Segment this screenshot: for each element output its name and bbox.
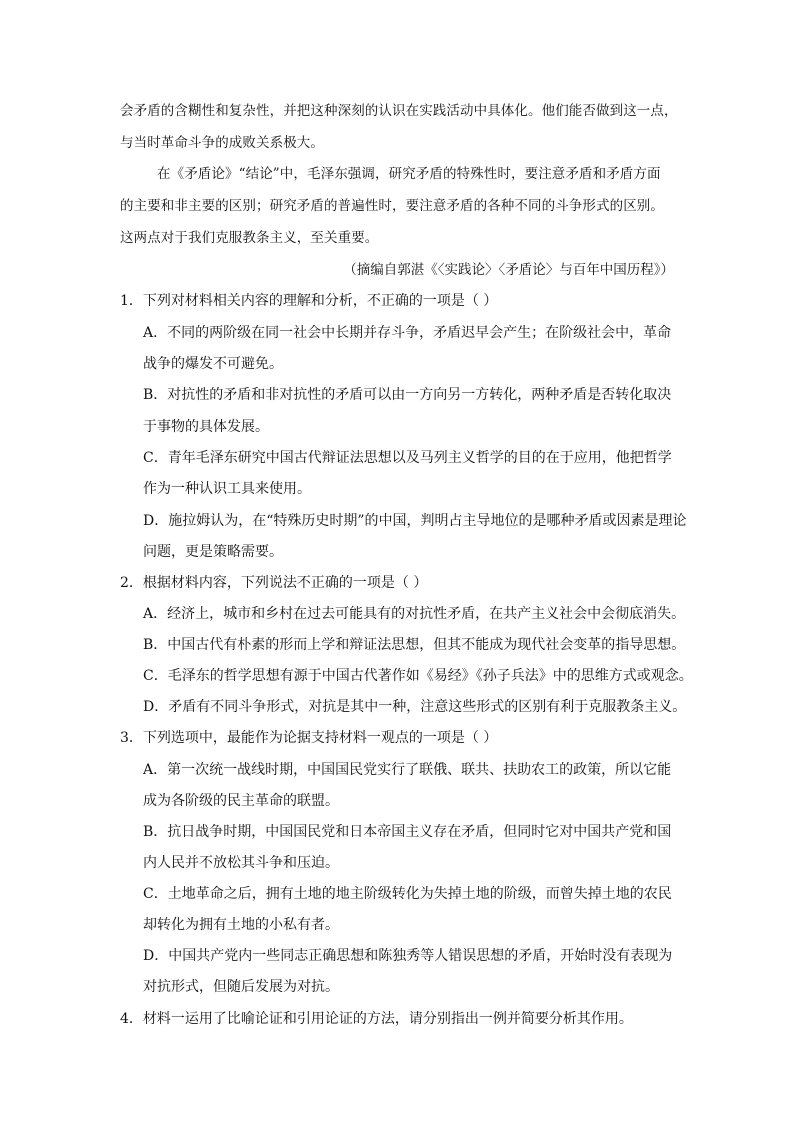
question-stem: 4．材料一运用了比喻论证和引用论证的方法，请分别指出一例并简要分析其作用。 xyxy=(120,1011,633,1027)
option-c: C．土地革命之后，拥有土地的地主阶级转化为失掉土地的阶级，而曾失掉土地的农民 xyxy=(143,886,672,902)
option-c: C．青年毛泽东研究中国古代辩证法思想以及马列主义哲学的目的在于应用，他把哲学 xyxy=(143,450,672,466)
passage-line: 的主要和非主要的区别；研究矛盾的普遍性时，要注意矛盾的各种不同的斗争形式的区别。 xyxy=(120,198,664,214)
passage-source: （摘编自郭湛《〈实践论〉〈矛盾论〉与百年中国历程》） xyxy=(343,262,674,278)
option-b: B．中国古代有朴素的形而上学和辩证法思想，但其不能成为现代社会变革的指导思想。 xyxy=(143,637,686,653)
option-d: D．矛盾有不同斗争形式，对抗是其中一种，注意这些形式的区别有利于克服教条主义。 xyxy=(143,699,687,715)
option-b: B．对抗性的矛盾和非对抗性的矛盾可以由一方向另一方转化，两种矛盾是否转化取决 xyxy=(143,387,672,403)
question-stem: 3．下列选项中，最能作为论据支持材料一观点的一项是（ ） xyxy=(120,730,498,746)
option-c: C．毛泽东的哲学思想有源于中国古代著作如《易经》《孙子兵法》中的思维方式或观念。 xyxy=(143,668,693,684)
option-b-continued: 于事物的具体发展。 xyxy=(143,419,269,435)
option-c-continued: 作为一种认识工具来使用。 xyxy=(143,481,311,497)
passage-line: 这两点对于我们克服教条主义，至关重要。 xyxy=(120,230,379,246)
option-b: B．抗日战争时期，中国国民党和日本帝国主义存在矛盾，但同时它对中国共产党和国 xyxy=(143,824,672,840)
option-d-continued: 对抗形式，但随后发展为对抗。 xyxy=(143,979,339,995)
option-b-continued: 内人民并不放松其斗争和压迫。 xyxy=(143,855,339,871)
option-d-continued: 问题，更是策略需要。 xyxy=(143,544,283,560)
option-a-continued: 战争的爆发不可避免。 xyxy=(143,356,283,372)
passage-line: 在《矛盾论》“结论”中，毛泽东强调，研究矛盾的特殊性时，要注意矛盾和矛盾方面 xyxy=(157,166,661,182)
question-stem: 1．下列对材料相关内容的理解和分析，不正确的一项是（ ） xyxy=(120,293,498,309)
option-d: D．中国共产党内一些同志正确思想和陈独秀等人错误思想的矛盾，开始时没有表现为 xyxy=(143,948,673,964)
option-a: A．第一次统一战线时期，中国国民党实行了联俄、联共、扶助农工的政策，所以它能 xyxy=(143,762,672,778)
option-c-continued: 却转化为拥有土地的小私有者。 xyxy=(143,917,339,933)
option-a-continued: 成为各阶级的民主革命的联盟。 xyxy=(143,793,339,809)
question-stem: 2．根据材料内容，下列说法不正确的一项是（ ） xyxy=(120,575,428,591)
option-a: A．不同的两阶级在同一社会中长期并存斗争，矛盾迟早会产生；在阶级社会中，革命 xyxy=(143,325,672,341)
option-a: A．经济上，城市和乡村在过去可能具有的对抗性矛盾，在共产主义社会中会彻底消失。 xyxy=(143,606,686,622)
option-d: D．施拉姆认为，在“特殊历史时期”的中国，判明占主导地位的是哪种矛盾或因素是理论 xyxy=(143,513,687,529)
passage-line: 与当时革命斗争的成败关系极大。 xyxy=(120,135,324,151)
passage-line: 会矛盾的含糊性和复杂性，并把这种深刻的认识在实践活动中具体化。他们能否做到这一点， xyxy=(120,103,678,119)
